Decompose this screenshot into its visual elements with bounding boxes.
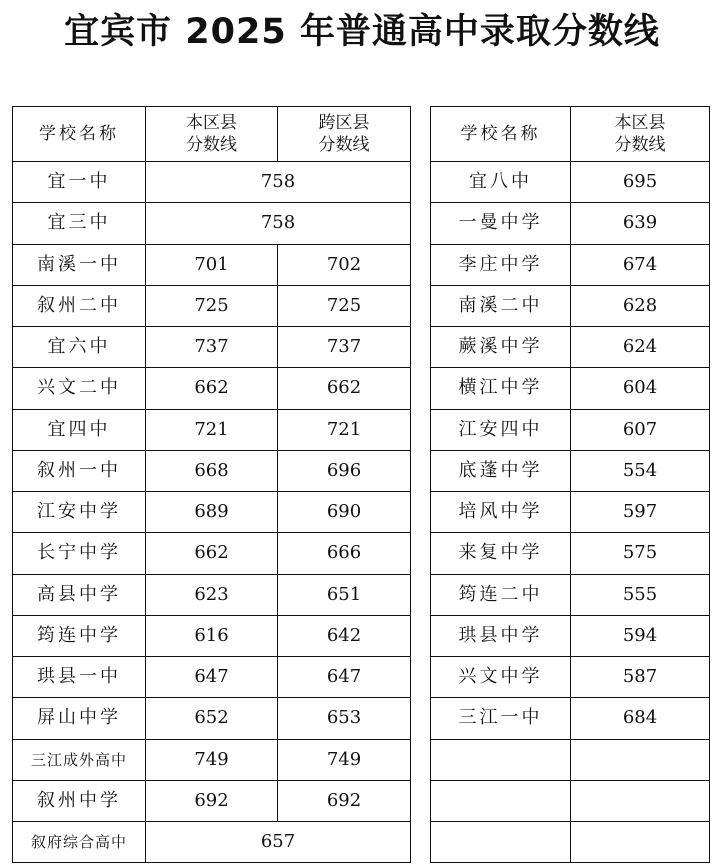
left-score-table bbox=[12, 106, 411, 863]
header-local-line bbox=[571, 107, 710, 162]
cross-score-cell: 737 bbox=[278, 327, 411, 368]
left-header-row bbox=[13, 107, 411, 162]
table-row bbox=[13, 409, 411, 450]
cross-score-cell: 692 bbox=[278, 780, 411, 821]
cross-score-cell: 749 bbox=[278, 739, 411, 780]
cross-score-cell: 702 bbox=[278, 244, 411, 285]
local-score-cell bbox=[571, 739, 710, 780]
right-score-table bbox=[430, 106, 710, 863]
school-name-cell: 叙州中学 bbox=[13, 780, 146, 821]
table-row bbox=[431, 574, 710, 615]
school-name-cell: 宜四中 bbox=[13, 409, 146, 450]
header-cross-line bbox=[278, 107, 411, 162]
table-row bbox=[13, 368, 411, 409]
table-row bbox=[13, 285, 411, 326]
local-score-cell: 607 bbox=[571, 409, 710, 450]
header-cross-line-2: 分数线 bbox=[318, 135, 370, 155]
table-row bbox=[431, 533, 710, 574]
table-row bbox=[13, 822, 411, 863]
school-name-cell: 三江成外高中 bbox=[13, 739, 146, 780]
header-school-name: 学校名称 bbox=[13, 107, 146, 162]
cross-score-cell: 690 bbox=[278, 492, 411, 533]
table-row bbox=[431, 409, 710, 450]
local-score-cell: 555 bbox=[571, 574, 710, 615]
school-name-cell: 宜六中 bbox=[13, 327, 146, 368]
local-score-cell: 597 bbox=[571, 492, 710, 533]
local-score-cell: 628 bbox=[571, 285, 710, 326]
header-local-line-2: 分数线 bbox=[186, 135, 237, 155]
local-score-cell bbox=[571, 822, 710, 863]
local-score-cell: 689 bbox=[146, 492, 278, 533]
local-score-cell: 662 bbox=[146, 533, 278, 574]
school-name-cell: 底蓬中学 bbox=[431, 450, 571, 491]
header-local-line-1: 本区县 bbox=[614, 113, 666, 133]
school-name-cell: 兴文中学 bbox=[431, 657, 571, 698]
local-score-cell: 652 bbox=[146, 698, 278, 739]
local-score-cell: 604 bbox=[571, 368, 710, 409]
school-name-cell: 珙县中学 bbox=[431, 615, 571, 656]
local-score-cell: 594 bbox=[571, 615, 710, 656]
school-name-cell: 长宁中学 bbox=[13, 533, 146, 574]
cross-score-cell: 651 bbox=[278, 574, 411, 615]
table-row bbox=[431, 327, 710, 368]
cross-score-cell: 721 bbox=[278, 409, 411, 450]
local-score-cell: 616 bbox=[146, 615, 278, 656]
school-name-cell bbox=[431, 739, 571, 780]
local-score-cell: 623 bbox=[146, 574, 278, 615]
table-row bbox=[431, 450, 710, 491]
header-local-line-2: 分数线 bbox=[614, 135, 666, 155]
table-row bbox=[13, 533, 411, 574]
page-title: 宜宾市 2025 年普通高中录取分数线 bbox=[64, 12, 660, 52]
local-score-cell: 692 bbox=[146, 780, 278, 821]
table-row bbox=[13, 450, 411, 491]
school-name-cell bbox=[431, 822, 571, 863]
header-local-line bbox=[146, 107, 278, 162]
school-name-cell: 横江中学 bbox=[431, 368, 571, 409]
cross-score-cell: 725 bbox=[278, 285, 411, 326]
cross-score-cell: 666 bbox=[278, 533, 411, 574]
table-row bbox=[431, 162, 710, 203]
table-row bbox=[431, 492, 710, 533]
school-name-cell: 培风中学 bbox=[431, 492, 571, 533]
table-row bbox=[13, 327, 411, 368]
school-name-cell: 高县中学 bbox=[13, 574, 146, 615]
school-name-cell: 来复中学 bbox=[431, 533, 571, 574]
school-name-cell: 宜八中 bbox=[431, 162, 571, 203]
school-name-cell: 叙州一中 bbox=[13, 450, 146, 491]
table-row bbox=[431, 203, 710, 244]
local-score-cell: 554 bbox=[571, 450, 710, 491]
local-score-cell: 725 bbox=[146, 285, 278, 326]
local-score-cell: 749 bbox=[146, 739, 278, 780]
right-header-row bbox=[431, 107, 710, 162]
table-row bbox=[13, 574, 411, 615]
table-row bbox=[13, 739, 411, 780]
local-score-cell: 639 bbox=[571, 203, 710, 244]
table-row bbox=[431, 244, 710, 285]
local-score-cell: 721 bbox=[146, 409, 278, 450]
cross-score-cell: 642 bbox=[278, 615, 411, 656]
local-score-cell: 668 bbox=[146, 450, 278, 491]
school-name-cell: 李庄中学 bbox=[431, 244, 571, 285]
table-row bbox=[431, 739, 710, 780]
cross-score-cell: 647 bbox=[278, 657, 411, 698]
local-score-cell: 695 bbox=[571, 162, 710, 203]
school-name-cell: 筠连二中 bbox=[431, 574, 571, 615]
local-score-cell: 674 bbox=[571, 244, 710, 285]
table-row bbox=[13, 780, 411, 821]
local-score-cell: 575 bbox=[571, 533, 710, 574]
local-score-cell: 647 bbox=[146, 657, 278, 698]
table-row bbox=[13, 698, 411, 739]
local-score-cell: 587 bbox=[571, 657, 710, 698]
school-name-cell: 宜三中 bbox=[13, 203, 146, 244]
table-row bbox=[431, 698, 710, 739]
school-name-cell: 宜一中 bbox=[13, 162, 146, 203]
cross-score-cell: 653 bbox=[278, 698, 411, 739]
merged-score-cell: 758 bbox=[146, 203, 411, 244]
school-name-cell: 南溪一中 bbox=[13, 244, 146, 285]
local-score-cell: 684 bbox=[571, 698, 710, 739]
cross-score-cell: 696 bbox=[278, 450, 411, 491]
table-row bbox=[13, 615, 411, 656]
table-row bbox=[13, 203, 411, 244]
table-row bbox=[13, 492, 411, 533]
table-row bbox=[431, 657, 710, 698]
school-name-cell: 叙府综合高中 bbox=[13, 822, 146, 863]
table-row bbox=[431, 285, 710, 326]
local-score-cell: 624 bbox=[571, 327, 710, 368]
merged-score-cell: 758 bbox=[146, 162, 411, 203]
school-name-cell: 一曼中学 bbox=[431, 203, 571, 244]
table-row bbox=[13, 244, 411, 285]
school-name-cell: 南溪二中 bbox=[431, 285, 571, 326]
local-score-cell bbox=[571, 780, 710, 821]
local-score-cell: 662 bbox=[146, 368, 278, 409]
school-name-cell: 屏山中学 bbox=[13, 698, 146, 739]
table-row bbox=[431, 780, 710, 821]
local-score-cell: 701 bbox=[146, 244, 278, 285]
school-name-cell: 筠连中学 bbox=[13, 615, 146, 656]
merged-score-cell: 657 bbox=[146, 822, 411, 863]
school-name-cell: 江安四中 bbox=[431, 409, 571, 450]
local-score-cell: 737 bbox=[146, 327, 278, 368]
table-row bbox=[431, 615, 710, 656]
school-name-cell: 三江一中 bbox=[431, 698, 571, 739]
header-cross-line-1: 跨区县 bbox=[318, 113, 370, 133]
table-row bbox=[13, 162, 411, 203]
table-row bbox=[431, 822, 710, 863]
table-row bbox=[431, 368, 710, 409]
school-name-cell: 兴文二中 bbox=[13, 368, 146, 409]
school-name-cell: 蕨溪中学 bbox=[431, 327, 571, 368]
header-local-line-1: 本区县 bbox=[186, 113, 237, 133]
cross-score-cell: 662 bbox=[278, 368, 411, 409]
header-school-name: 学校名称 bbox=[431, 107, 571, 162]
school-name-cell: 珙县一中 bbox=[13, 657, 146, 698]
table-row bbox=[13, 657, 411, 698]
school-name-cell bbox=[431, 780, 571, 821]
school-name-cell: 江安中学 bbox=[13, 492, 146, 533]
school-name-cell: 叙州二中 bbox=[13, 285, 146, 326]
